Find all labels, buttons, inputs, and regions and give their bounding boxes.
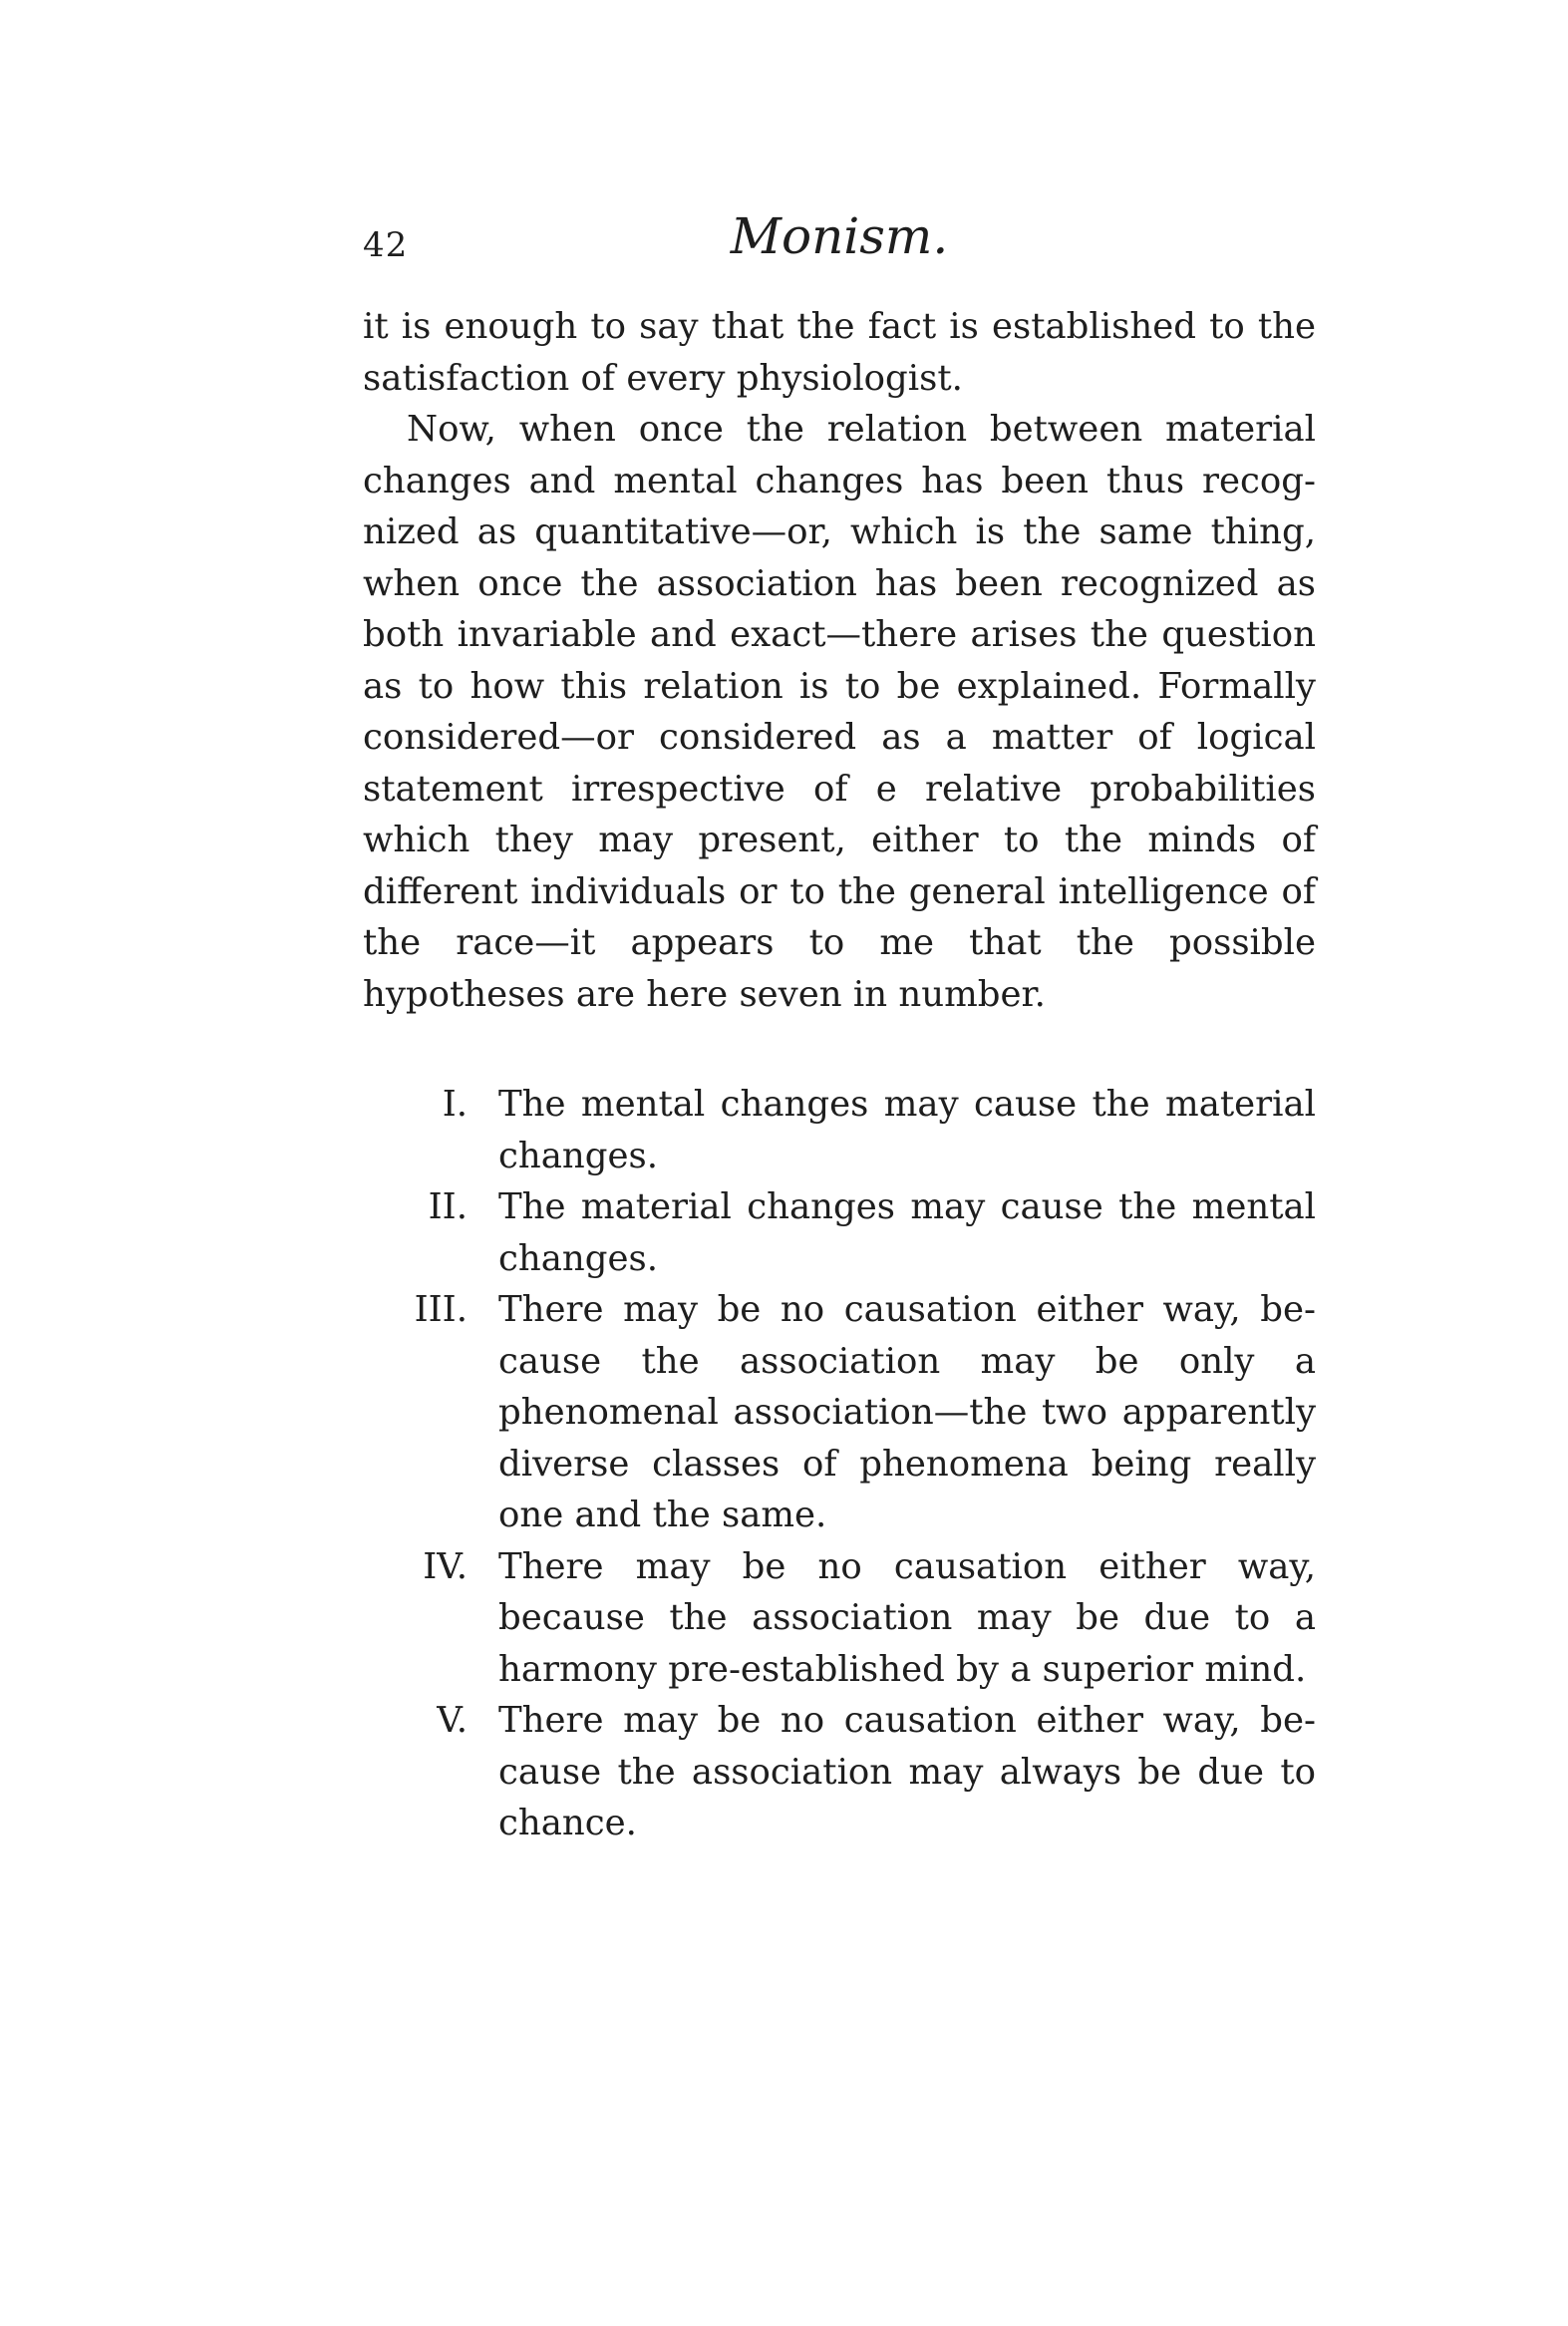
list-item-number: IV. <box>423 1545 468 1587</box>
list-item <box>363 1541 1316 1696</box>
hypotheses-list <box>363 1079 1316 1849</box>
list-item-number: I. <box>442 1084 468 1125</box>
list-item <box>363 1284 1316 1541</box>
list-item <box>363 1079 1316 1181</box>
running-head <box>363 207 1316 277</box>
list-item <box>363 1181 1316 1284</box>
list-item-number: V. <box>437 1700 468 1741</box>
list-item-text: There may be no causation either way, because the association may be due to a harmony pre-established by a superior mind. <box>498 1545 1316 1690</box>
list-item-text: There may be no causation either way, because the association may always be due to chance. <box>498 1700 1316 1843</box>
body-text <box>363 301 1316 1020</box>
paragraph: it is enough to say that the fact is established to the satisfaction of every physiologist. <box>363 306 1316 399</box>
page-number: 42 <box>363 225 409 265</box>
list-item-text: The material changes may cause the mental changes. <box>498 1186 1316 1279</box>
list-item-text: There may be no causation either way, because the association may be only a phenomenal association—the two apparently diverse classes of phenomena being really one and the same. <box>498 1289 1316 1535</box>
page-title: Monism. <box>730 207 949 265</box>
list-item <box>363 1695 1316 1849</box>
list-item-text: The mental changes may cause the material changes. <box>498 1084 1316 1176</box>
paragraph: Now, when once the relation between material changes and mental changes has been thus recognized as quantitative—or, which is the same thing, when once the association has been recognized as both invariable and exact—there arises the question as to how this relation is to be explained. Formally considered—or considered as a matter of logical statement irrespective of e relative probabilities which they may present, either to the minds of different individuals or to the general intelligence of the race—it appears to me that the possible hypotheses are here seven in number. <box>363 409 1316 1015</box>
list-item-number: III. <box>414 1289 468 1330</box>
list-item-number: II. <box>428 1186 468 1227</box>
